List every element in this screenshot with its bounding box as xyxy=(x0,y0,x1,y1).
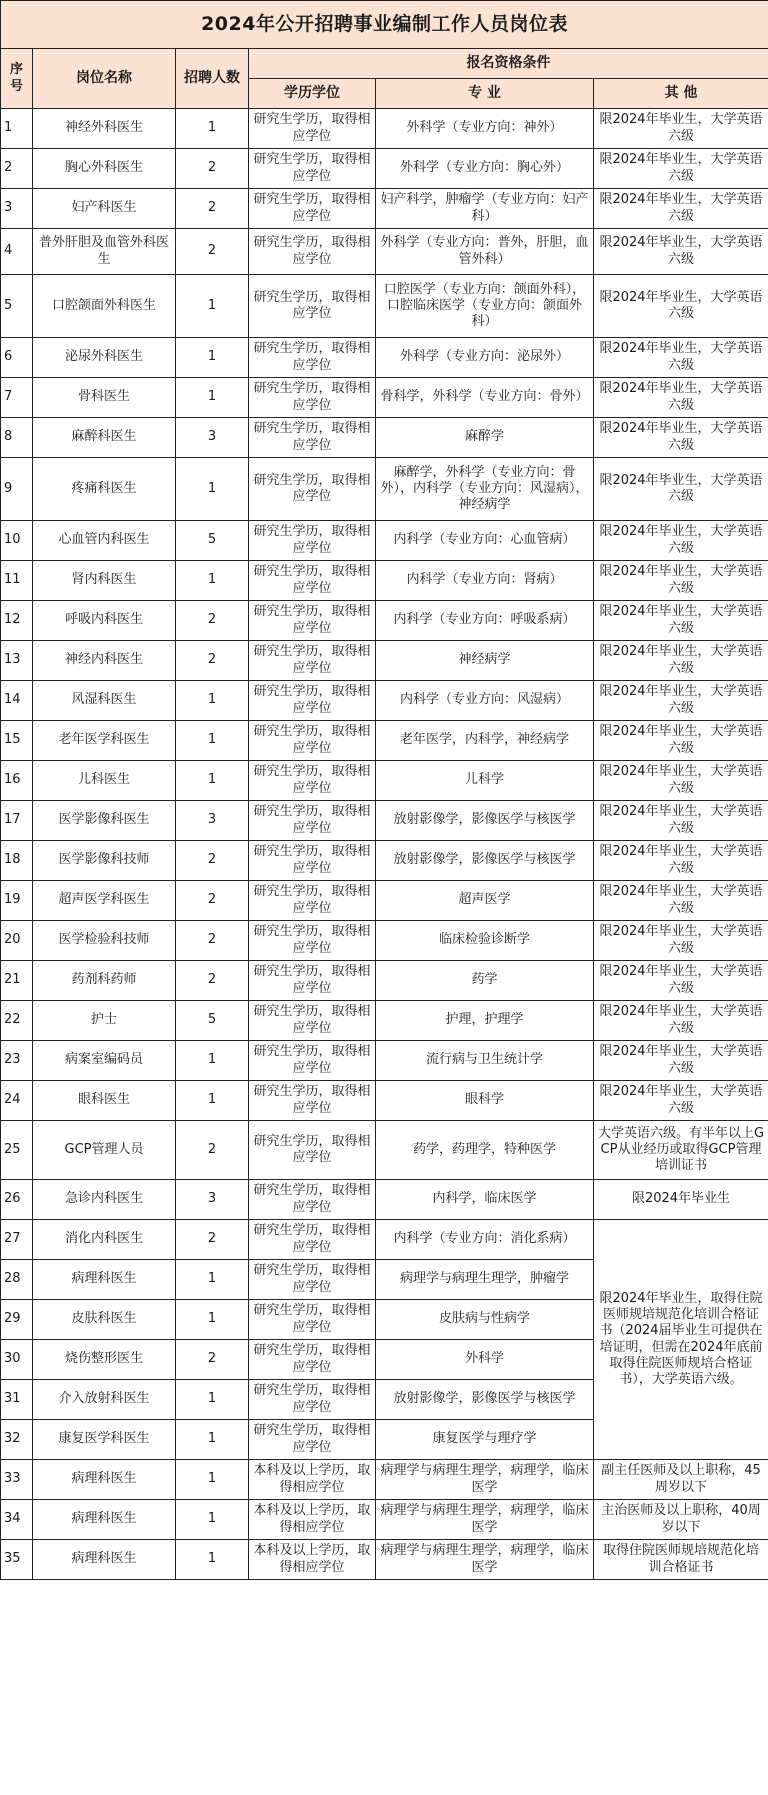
count-cell: 1 xyxy=(176,109,249,149)
seq-cell: 34 xyxy=(1,1500,33,1540)
header-seq: 序号 xyxy=(1,49,33,109)
count-cell: 1 xyxy=(176,1500,249,1540)
position-cell: 病案室编码员 xyxy=(33,1041,176,1081)
table-row xyxy=(1,275,768,338)
table-row xyxy=(1,109,768,149)
degree-cell: 研究生学历，取得相应学位 xyxy=(249,1081,376,1121)
table-row xyxy=(1,1121,768,1180)
degree-cell: 研究生学历，取得相应学位 xyxy=(249,521,376,561)
other-cell: 限2024年毕业生，大学英语六级 xyxy=(594,601,768,641)
major-cell: 放射影像学，影像医学与核医学 xyxy=(376,841,594,881)
seq-cell: 19 xyxy=(1,881,33,921)
table-row xyxy=(1,1460,768,1500)
seq-cell: 16 xyxy=(1,761,33,801)
table-row xyxy=(1,1041,768,1081)
table-row xyxy=(1,149,768,189)
position-cell: 病理科医生 xyxy=(33,1460,176,1500)
count-cell: 2 xyxy=(176,881,249,921)
seq-cell: 12 xyxy=(1,601,33,641)
seq-cell: 8 xyxy=(1,418,33,458)
count-cell: 2 xyxy=(176,189,249,229)
other-cell: 限2024年毕业生，大学英语六级 xyxy=(594,338,768,378)
other-cell: 限2024年毕业生，大学英语六级 xyxy=(594,1001,768,1041)
degree-cell: 研究生学历，取得相应学位 xyxy=(249,761,376,801)
other-cell: 大学英语六级。有半年以上GCP从业经历或取得GCP管理培训证书 xyxy=(594,1121,768,1180)
seq-cell: 14 xyxy=(1,681,33,721)
seq-cell: 20 xyxy=(1,921,33,961)
seq-cell: 25 xyxy=(1,1121,33,1180)
major-cell: 皮肤病与性病学 xyxy=(376,1300,594,1340)
major-cell: 流行病与卫生统计学 xyxy=(376,1041,594,1081)
count-cell: 2 xyxy=(176,641,249,681)
position-cell: 医学检验科技师 xyxy=(33,921,176,961)
seq-cell: 24 xyxy=(1,1081,33,1121)
position-cell: 老年医学科医生 xyxy=(33,721,176,761)
position-cell: 烧伤整形医生 xyxy=(33,1340,176,1380)
count-cell: 1 xyxy=(176,1081,249,1121)
degree-cell: 研究生学历，取得相应学位 xyxy=(249,229,376,275)
seq-cell: 1 xyxy=(1,109,33,149)
seq-cell: 32 xyxy=(1,1420,33,1460)
other-cell: 限2024年毕业生，大学英语六级 xyxy=(594,801,768,841)
table-row xyxy=(1,841,768,881)
major-cell: 超声医学 xyxy=(376,881,594,921)
degree-cell: 研究生学历，取得相应学位 xyxy=(249,1300,376,1340)
major-cell: 外科学（专业方向：胸心外） xyxy=(376,149,594,189)
degree-cell: 研究生学历，取得相应学位 xyxy=(249,1001,376,1041)
degree-cell: 研究生学历，取得相应学位 xyxy=(249,961,376,1001)
degree-cell: 研究生学历，取得相应学位 xyxy=(249,841,376,881)
count-cell: 2 xyxy=(176,601,249,641)
degree-cell: 研究生学历，取得相应学位 xyxy=(249,641,376,681)
count-cell: 3 xyxy=(176,801,249,841)
major-cell: 内科学（专业方向：消化系病） xyxy=(376,1220,594,1260)
degree-cell: 研究生学历，取得相应学位 xyxy=(249,189,376,229)
major-cell: 病理学与病理生理学，病理学，临床医学 xyxy=(376,1540,594,1580)
seq-cell: 35 xyxy=(1,1540,33,1580)
major-cell: 病理学与病理生理学，肿瘤学 xyxy=(376,1260,594,1300)
position-cell: 麻醉科医生 xyxy=(33,418,176,458)
header-other: 其 他 xyxy=(594,79,768,109)
count-cell: 3 xyxy=(176,418,249,458)
major-cell: 妇产科学，肿瘤学（专业方向：妇产科） xyxy=(376,189,594,229)
count-cell: 5 xyxy=(176,521,249,561)
major-cell: 内科学（专业方向：呼吸系病） xyxy=(376,601,594,641)
degree-cell: 研究生学历，取得相应学位 xyxy=(249,378,376,418)
other-cell: 限2024年毕业生，大学英语六级 xyxy=(594,561,768,601)
position-cell: 神经外科医生 xyxy=(33,109,176,149)
degree-cell: 研究生学历，取得相应学位 xyxy=(249,458,376,521)
table-row xyxy=(1,1001,768,1041)
other-cell: 限2024年毕业生，大学英语六级 xyxy=(594,109,768,149)
count-cell: 2 xyxy=(176,1340,249,1380)
degree-cell: 本科及以上学历，取得相应学位 xyxy=(249,1460,376,1500)
count-cell: 2 xyxy=(176,229,249,275)
seq-cell: 4 xyxy=(1,229,33,275)
degree-cell: 研究生学历，取得相应学位 xyxy=(249,881,376,921)
degree-cell: 研究生学历，取得相应学位 xyxy=(249,681,376,721)
seq-cell: 6 xyxy=(1,338,33,378)
seq-cell: 10 xyxy=(1,521,33,561)
degree-cell: 研究生学历，取得相应学位 xyxy=(249,149,376,189)
count-cell: 1 xyxy=(176,681,249,721)
major-cell: 儿科学 xyxy=(376,761,594,801)
major-cell: 放射影像学，影像医学与核医学 xyxy=(376,1380,594,1420)
table-row xyxy=(1,189,768,229)
position-cell: 胸心外科医生 xyxy=(33,149,176,189)
position-cell: 超声医学科医生 xyxy=(33,881,176,921)
major-cell: 康复医学与理疗学 xyxy=(376,1420,594,1460)
other-cell: 限2024年毕业生，大学英语六级 xyxy=(594,229,768,275)
other-cell: 副主任医师及以上职称，45周岁以下 xyxy=(594,1460,768,1500)
seq-cell: 30 xyxy=(1,1340,33,1380)
header-count: 招聘人数 xyxy=(176,49,249,109)
table-row xyxy=(1,338,768,378)
count-cell: 1 xyxy=(176,275,249,338)
degree-cell: 本科及以上学历，取得相应学位 xyxy=(249,1540,376,1580)
other-cell: 限2024年毕业生，大学英语六级 xyxy=(594,1081,768,1121)
position-cell: 医学影像科技师 xyxy=(33,841,176,881)
major-cell: 内科学（专业方向：心血管病） xyxy=(376,521,594,561)
table-row xyxy=(1,1220,768,1260)
count-cell: 2 xyxy=(176,841,249,881)
header-degree: 学历学位 xyxy=(249,79,376,109)
major-cell: 外科学（专业方向：普外，肝胆，血管外科） xyxy=(376,229,594,275)
position-cell: 疼痛科医生 xyxy=(33,458,176,521)
position-cell: 皮肤科医生 xyxy=(33,1300,176,1340)
count-cell: 2 xyxy=(176,961,249,1001)
seq-cell: 27 xyxy=(1,1220,33,1260)
major-cell: 临床检验诊断学 xyxy=(376,921,594,961)
major-cell: 放射影像学，影像医学与核医学 xyxy=(376,801,594,841)
major-cell: 麻醉学 xyxy=(376,418,594,458)
position-cell: 护士 xyxy=(33,1001,176,1041)
seq-cell: 21 xyxy=(1,961,33,1001)
table-row xyxy=(1,561,768,601)
major-cell: 护理，护理学 xyxy=(376,1001,594,1041)
degree-cell: 研究生学历，取得相应学位 xyxy=(249,338,376,378)
other-cell: 限2024年毕业生，大学英语六级 xyxy=(594,521,768,561)
position-cell: 泌尿外科医生 xyxy=(33,338,176,378)
major-cell: 内科学（专业方向：风湿病） xyxy=(376,681,594,721)
table-row xyxy=(1,801,768,841)
major-cell: 骨科学，外科学（专业方向：骨外） xyxy=(376,378,594,418)
position-cell: 康复医学科医生 xyxy=(33,1420,176,1460)
table-row xyxy=(1,961,768,1001)
position-cell: GCP管理人员 xyxy=(33,1121,176,1180)
position-cell: 眼科医生 xyxy=(33,1081,176,1121)
other-cell: 限2024年毕业生，大学英语六级 xyxy=(594,1041,768,1081)
count-cell: 1 xyxy=(176,378,249,418)
count-cell: 3 xyxy=(176,1180,249,1220)
other-cell: 限2024年毕业生，大学英语六级 xyxy=(594,378,768,418)
major-cell: 病理学与病理生理学，病理学，临床医学 xyxy=(376,1500,594,1540)
header-major: 专 业 xyxy=(376,79,594,109)
degree-cell: 研究生学历，取得相应学位 xyxy=(249,1180,376,1220)
other-cell: 限2024年毕业生，大学英语六级 xyxy=(594,189,768,229)
header-requirements: 报名资格条件 xyxy=(249,49,768,79)
page-title: 2024年公开招聘事业编制工作人员岗位表 xyxy=(1,1,768,49)
seq-cell: 2 xyxy=(1,149,33,189)
position-cell: 心血管内科医生 xyxy=(33,521,176,561)
other-cell: 限2024年毕业生，大学英语六级 xyxy=(594,149,768,189)
other-cell: 限2024年毕业生，大学英语六级 xyxy=(594,458,768,521)
major-cell: 内科学（专业方向：肾病） xyxy=(376,561,594,601)
count-cell: 2 xyxy=(176,1121,249,1180)
major-cell: 神经病学 xyxy=(376,641,594,681)
seq-cell: 23 xyxy=(1,1041,33,1081)
seq-cell: 18 xyxy=(1,841,33,881)
table-row xyxy=(1,1500,768,1540)
major-cell: 老年医学，内科学，神经病学 xyxy=(376,721,594,761)
position-cell: 病理科医生 xyxy=(33,1500,176,1540)
count-cell: 1 xyxy=(176,458,249,521)
position-cell: 医学影像科医生 xyxy=(33,801,176,841)
table-row xyxy=(1,921,768,961)
table-row xyxy=(1,601,768,641)
major-cell: 口腔医学（专业方向：颌面外科），口腔临床医学（专业方向：颌面外科） xyxy=(376,275,594,338)
count-cell: 1 xyxy=(176,1300,249,1340)
seq-cell: 5 xyxy=(1,275,33,338)
seq-cell: 15 xyxy=(1,721,33,761)
degree-cell: 研究生学历，取得相应学位 xyxy=(249,1340,376,1380)
degree-cell: 研究生学历，取得相应学位 xyxy=(249,1220,376,1260)
position-cell: 病理科医生 xyxy=(33,1260,176,1300)
count-cell: 2 xyxy=(176,149,249,189)
major-cell: 麻醉学，外科学（专业方向：骨外），内科学（专业方向：风湿病），神经病学 xyxy=(376,458,594,521)
position-cell: 风湿科医生 xyxy=(33,681,176,721)
position-cell: 介入放射科医生 xyxy=(33,1380,176,1420)
seq-cell: 9 xyxy=(1,458,33,521)
table-body xyxy=(1,109,768,1580)
count-cell: 1 xyxy=(176,1540,249,1580)
count-cell: 1 xyxy=(176,1460,249,1500)
degree-cell: 研究生学历，取得相应学位 xyxy=(249,109,376,149)
seq-cell: 17 xyxy=(1,801,33,841)
other-cell: 限2024年毕业生，大学英语六级 xyxy=(594,961,768,1001)
position-cell: 妇产科医生 xyxy=(33,189,176,229)
seq-cell: 28 xyxy=(1,1260,33,1300)
major-cell: 外科学（专业方向：神外） xyxy=(376,109,594,149)
count-cell: 1 xyxy=(176,721,249,761)
degree-cell: 研究生学历，取得相应学位 xyxy=(249,721,376,761)
seq-cell: 26 xyxy=(1,1180,33,1220)
count-cell: 2 xyxy=(176,921,249,961)
count-cell: 5 xyxy=(176,1001,249,1041)
count-cell: 2 xyxy=(176,1220,249,1260)
other-cell: 限2024年毕业生，大学英语六级 xyxy=(594,841,768,881)
degree-cell: 研究生学历，取得相应学位 xyxy=(249,1121,376,1180)
major-cell: 眼科学 xyxy=(376,1081,594,1121)
seq-cell: 22 xyxy=(1,1001,33,1041)
position-cell: 病理科医生 xyxy=(33,1540,176,1580)
table-row xyxy=(1,761,768,801)
position-cell: 呼吸内科医生 xyxy=(33,601,176,641)
degree-cell: 研究生学历，取得相应学位 xyxy=(249,1041,376,1081)
header-position: 岗位名称 xyxy=(33,49,176,109)
count-cell: 1 xyxy=(176,1260,249,1300)
count-cell: 1 xyxy=(176,1380,249,1420)
seq-cell: 29 xyxy=(1,1300,33,1340)
degree-cell: 研究生学历，取得相应学位 xyxy=(249,561,376,601)
table-row xyxy=(1,418,768,458)
seq-cell: 13 xyxy=(1,641,33,681)
table-row xyxy=(1,1081,768,1121)
count-cell: 1 xyxy=(176,1420,249,1460)
degree-cell: 研究生学历，取得相应学位 xyxy=(249,418,376,458)
major-cell: 外科学（专业方向：泌尿外） xyxy=(376,338,594,378)
major-cell: 病理学与病理生理学，病理学，临床医学 xyxy=(376,1460,594,1500)
other-cell: 限2024年毕业生，大学英语六级 xyxy=(594,681,768,721)
table-row xyxy=(1,1180,768,1220)
position-cell: 急诊内科医生 xyxy=(33,1180,176,1220)
count-cell: 1 xyxy=(176,561,249,601)
major-cell: 药学，药理学，特种医学 xyxy=(376,1121,594,1180)
position-cell: 神经内科医生 xyxy=(33,641,176,681)
table-row xyxy=(1,641,768,681)
table-row xyxy=(1,458,768,521)
degree-cell: 研究生学历，取得相应学位 xyxy=(249,275,376,338)
other-cell: 限2024年毕业生，大学英语六级 xyxy=(594,641,768,681)
other-merged-cell: 限2024年毕业生，取得住院医师规培规范化培训合格证书（2024届毕业生可提供在培证明，但需在2024年底前取得住院医师规培合格证书），大学英语六级。 xyxy=(594,1220,768,1460)
seq-cell: 11 xyxy=(1,561,33,601)
degree-cell: 研究生学历，取得相应学位 xyxy=(249,921,376,961)
count-cell: 1 xyxy=(176,1041,249,1081)
degree-cell: 研究生学历，取得相应学位 xyxy=(249,601,376,641)
position-cell: 普外肝胆及血管外科医生 xyxy=(33,229,176,275)
table-row xyxy=(1,1540,768,1580)
table-row xyxy=(1,681,768,721)
major-cell: 内科学，临床医学 xyxy=(376,1180,594,1220)
seq-cell: 3 xyxy=(1,189,33,229)
table-row xyxy=(1,721,768,761)
position-cell: 骨科医生 xyxy=(33,378,176,418)
seq-cell: 7 xyxy=(1,378,33,418)
table-row xyxy=(1,229,768,275)
position-cell: 药剂科药师 xyxy=(33,961,176,1001)
seq-cell: 33 xyxy=(1,1460,33,1500)
other-cell: 取得住院医师规培规范化培训合格证书 xyxy=(594,1540,768,1580)
other-cell: 限2024年毕业生，大学英语六级 xyxy=(594,275,768,338)
table-row xyxy=(1,881,768,921)
other-cell: 限2024年毕业生，大学英语六级 xyxy=(594,761,768,801)
position-cell: 儿科医生 xyxy=(33,761,176,801)
degree-cell: 研究生学历，取得相应学位 xyxy=(249,1420,376,1460)
other-cell: 限2024年毕业生，大学英语六级 xyxy=(594,921,768,961)
seq-cell: 31 xyxy=(1,1380,33,1420)
degree-cell: 研究生学历，取得相应学位 xyxy=(249,1260,376,1300)
count-cell: 1 xyxy=(176,761,249,801)
other-cell: 限2024年毕业生 xyxy=(594,1180,768,1220)
table-row xyxy=(1,378,768,418)
position-cell: 消化内科医生 xyxy=(33,1220,176,1260)
position-cell: 口腔颌面外科医生 xyxy=(33,275,176,338)
table-row xyxy=(1,521,768,561)
degree-cell: 研究生学历，取得相应学位 xyxy=(249,1380,376,1420)
major-cell: 外科学 xyxy=(376,1340,594,1380)
position-cell: 肾内科医生 xyxy=(33,561,176,601)
other-cell: 限2024年毕业生，大学英语六级 xyxy=(594,721,768,761)
count-cell: 1 xyxy=(176,338,249,378)
other-cell: 主治医师及以上职称，40周岁以下 xyxy=(594,1500,768,1540)
degree-cell: 本科及以上学历，取得相应学位 xyxy=(249,1500,376,1540)
major-cell: 药学 xyxy=(376,961,594,1001)
other-cell: 限2024年毕业生，大学英语六级 xyxy=(594,881,768,921)
other-cell: 限2024年毕业生，大学英语六级 xyxy=(594,418,768,458)
degree-cell: 研究生学历，取得相应学位 xyxy=(249,801,376,841)
